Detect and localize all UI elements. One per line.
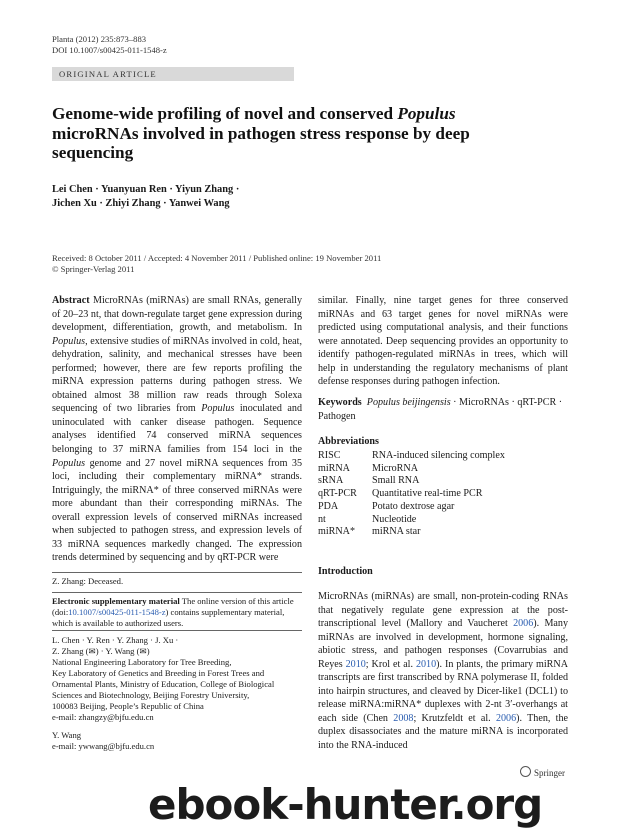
watermark: ebook-hunter.org [148,780,543,829]
keywords-rest: · MicroRNAs · qRT-PCR · Pathogen [318,397,563,422]
esm-doi-link[interactable]: 10.1007/s00425-011-1548-z [68,607,166,617]
authors-line-1: Lei Chen · Yuanyuan Ren · Yiyun Zhang · [52,184,240,195]
intro-seg4: ). In plants, the primary miRNA transcripts are first transcribed by RNA polymerase II, folded into hairpin structures, and cleaved by Dicer-like1 (DCL1) to release miRNA:miRNA* duplexes with 2-nt 3′-overhangs at each side (Chen [318,658,568,724]
citation-link[interactable]: 2006 [513,618,534,630]
title-italic: Populus [397,104,456,123]
citation-link[interactable]: 2008 [393,712,414,724]
intro-seg5: ; Krutzfeldt et al. [413,712,496,724]
footnote-divider [52,572,302,573]
abbreviation-definition: MicroRNA [372,462,418,474]
title-part2: microRNAs involved in pathogen stress response by deep sequencing [52,123,470,162]
email-zhang[interactable]: e-mail: zhangzy@bjfu.edu.cn [52,712,154,722]
wang-name: Y. Wang [52,730,82,740]
abbreviation-term: qRT-PCR [318,488,357,500]
journal-line: Planta (2012) 235:873–883 [52,34,147,44]
abbreviations-title: Abbreviations [318,436,379,447]
publication-dates [52,253,572,275]
affiliation-address [52,657,302,712]
abstract-seg1: MicroRNAs (miRNAs) are small RNAs, generally of 20–23 nt, that down-regulate target gene expression during development, differentiation, growth, and metabolism. In [52,295,302,334]
affiliation-line: National Engineering Laboratory for Tree Breeding, [52,657,232,667]
abstract-italic2: Populus [201,403,235,415]
copyright-line: © Springer-Verlag 2011 [52,264,135,274]
keywords-label: Keywords [318,397,362,408]
authors-line-2: Jichen Xu · Zhiyi Zhang · Yanwei Wang [52,198,230,209]
abstract-label: Abstract [52,295,90,306]
abstract-continued: similar. Finally, nine target genes for three conserved miRNAs and 63 target genes for novel miRNAs were predicted using computational analysis, and their functions were annotated. Deep sequencing provides an opportunity to identify pathogen-regulated miRNAs in trees, which will help in understanding the regulatory mechanisms of plant defense responses during pathogen infection. [318,295,568,388]
title-part1: Genome-wide profiling of novel and conserved [52,104,398,123]
affil-names-2: Z. Zhang (✉) · Y. Wang (✉) [52,646,150,656]
affiliation-block [52,635,302,752]
abbreviation-term: PDA [318,500,339,512]
citation-link[interactable]: 2010 [415,658,437,670]
abbreviation-row [318,488,568,501]
abbreviation-row [318,501,568,514]
affil-names-1: L. Chen · Y. Ren · Y. Zhang · J. Xu · [52,635,179,645]
introduction-text [318,590,568,753]
abstract-seg2: , extensive studies of miRNAs involved in cold, heat, dehydration, salinity, and mechanical stresses have been performed; however, there are few reports profiling the miRNA expression patterns during pathogen stress. We obtained almost 38 million raw reads through Solexa sequencing of two libraries from [52,335,302,415]
abstract-italic1: Populus [52,335,86,347]
keywords-italic: Populus beijingensis [366,397,451,408]
abbreviation-definition: RNA-induced silencing complex [372,450,505,461]
abstract-right-column [318,294,568,389]
abstract-seg4: genome and 27 novel miRNA sequences from 35 loci, including their complementary miRNA* strands. Intriguingly, the miRNA* of three conserved miRNAs were more abundant than their corresponding miRNAs. The overall expression levels of conserved miRNAs increased when subjected to pathogen stress, and expression levels of 33 miRNA sequences markedly changed. The expression trends determined by sequencing and by qRT-PCR were [52,457,302,564]
abbreviations-table [318,450,568,539]
esm-text2: ) contains supplementary material, which is available to authorized users. [52,607,285,628]
intro-seg2: ). Many miRNAs are involved in development, hormone signaling, abiotic stress, and pathogen responses (Covarrubias and Reyes [318,618,568,670]
abstract-left-column [52,294,302,565]
email-wang[interactable]: e-mail: ywwang@bjfu.edu.cn [52,741,155,751]
journal-citation [52,34,167,56]
esm-label: Electronic supplementary material [52,596,180,606]
footnote-divider [52,592,302,593]
affiliation-line: Ornamental Plants, Ministry of Education, College of Biological [52,679,275,689]
esm-text1: The online version of this article (doi: [52,596,294,617]
abbreviation-row [318,450,568,463]
esm-note [52,596,302,629]
affiliation-line: Sciences and Biotechnology, Beijing Forestry University, [52,690,250,700]
doi-line: DOI 10.1007/s00425-011-1548-z [52,45,167,55]
abbreviation-definition: Potato dextrose agar [372,500,455,512]
springer-logo-icon [520,766,531,777]
abbreviation-definition: Nucleotide [372,513,417,525]
author-list [52,183,372,211]
keywords [318,396,568,423]
paper-title [52,104,522,163]
abbreviation-term: nt [318,513,326,525]
publisher-name: Springer [534,768,565,778]
abbreviation-definition: Small RNA [372,475,420,487]
abbreviation-definition: Quantitative real-time PCR [372,488,483,500]
abstract-seg3: inoculated and uninoculated with canker disease pathogen. Sequence analyses identified 74 conserved miRNA sequences belonging to 37 miRNA families from 154 loci in the [52,403,302,456]
citation-link[interactable]: 2006 [495,712,517,724]
abstract-italic3: Populus [52,457,86,469]
intro-seg6: ). Then, the duplex disassociates and the mature miRNA is incorporated into the RNA-induced [318,712,568,752]
abbreviation-term: miRNA [318,462,350,474]
abbreviation-term: RISC [318,450,341,461]
abbreviation-row [318,475,568,488]
abbreviation-term: sRNA [318,475,344,487]
intro-seg3: ; Krol et al. [365,658,416,670]
footnote-divider [52,630,302,631]
article-type-banner: ORIGINAL ARTICLE [52,67,294,81]
abbreviation-row [318,526,568,539]
abbreviation-definition: miRNA star [372,526,421,538]
abbreviation-term: miRNA* [318,526,356,538]
affiliation-line: Key Laboratory of Genetics and Breeding in Forest Trees and [52,668,265,678]
deceased-note: Z. Zhang: Deceased. [52,576,124,586]
introduction-heading: Introduction [318,566,373,577]
publisher-mark [520,766,565,778]
dates-line: Received: 8 October 2011 / Accepted: 4 November 2011 / Published online: 19 November 2011 [52,253,382,263]
intro-seg1: MicroRNAs (miRNAs) are small, non-protein-coding RNAs that negatively regulate gene expression at the post-transcriptional level (Mallory and Vaucheret [318,591,568,630]
abbreviation-row [318,463,568,476]
affiliation-line: 100083 Beijing, People’s Republic of China [52,701,204,711]
abbreviation-row [318,514,568,527]
citation-link[interactable]: 2010 [345,658,366,670]
